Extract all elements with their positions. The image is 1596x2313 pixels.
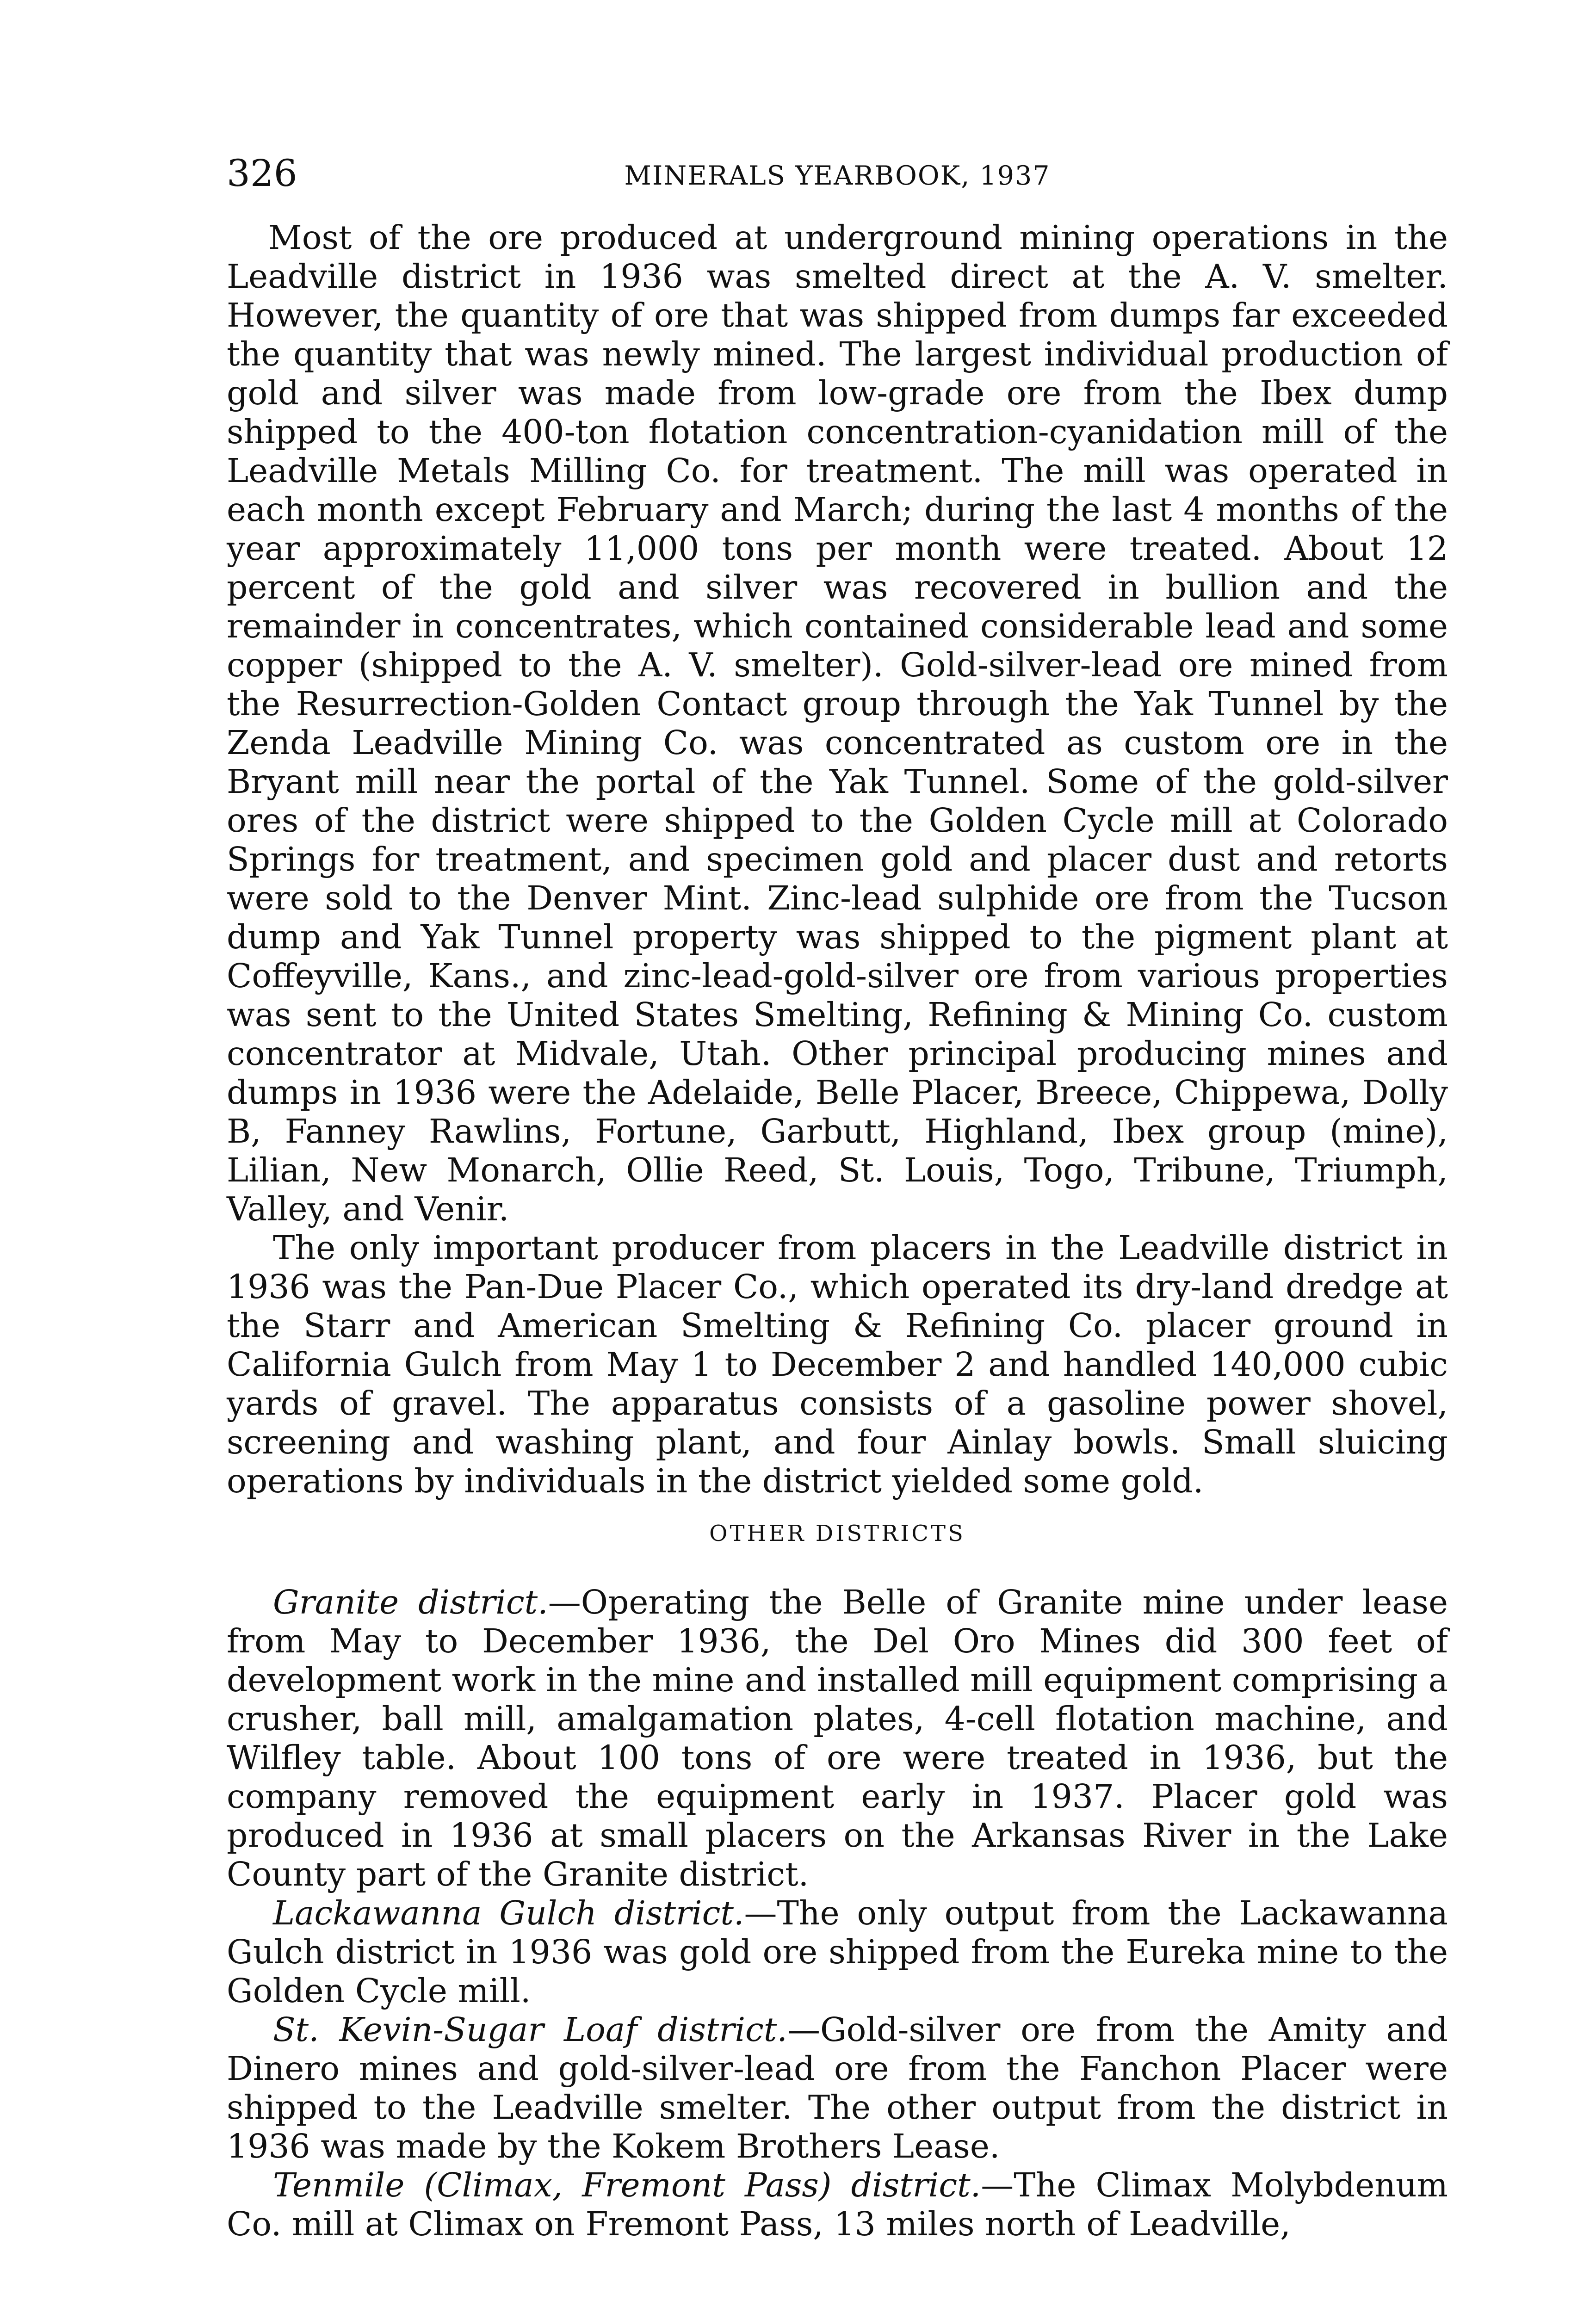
district-name-lackawanna: Lackawanna Gulch district.: [273, 1894, 744, 1932]
paragraph-leadville-ore: Most of the ore produced at underground mining operations in the Leadville district in 1936 was smelted direct at the A. V. smelter. However, the quantity of ore that was shipped from dumps far exceeded the quantity that was newly mined. The largest individual production of gold and silver was made from low-grade ore from the Ibex dump shipped to the 400-ton flotation concentration-cyanidation mill of the Leadville Metals Milling Co. for treatment. The mill was operated in each month except February and March; during the last 4 months of the year approximately 11,000 tons per month were treated. About 12 percent of the gold and silver was recovered in bullion and the remainder in concentrates, which contained considerable lead and some copper (shipped to the A. V. smelter). Gold-silver-lead ore mined from the Resurrection-Golden Contact group through the Yak Tunnel by the Zenda Leadville Mining Co. was concentrated as custom ore in the Bryant mill near the portal of the Yak Tunnel. Some of the gold-silver ores of the district were shipped to the Golden Cycle mill at Colorado Springs for treatment, and specimen gold and placer dust and retorts were sold to the Denver Mint. Zinc-lead sulphide ore from the Tucson dump and Yak Tunnel property was shipped to the pigment plant at Coffeyville, Kans., and zinc-lead-gold-silver ore from various properties was sent to the United States Smelting, Refining & Mining Co. custom concentrator at Midvale, Utah. Other principal producing mines and dumps in 1936 were the Adelaide, Belle Placer, Breece, Chippewa, Dolly B, Fanney Rawlins, Fortune, Garbutt, Highland, Ibex group (mine), Lilian, New Monarch, Ollie Reed, St. Louis, Togo, Tribune, Triumph, Valley, and Venir.: [227, 218, 1448, 1228]
district-name-granite: Granite district.: [273, 1583, 548, 1621]
paragraph-st-kevin-district: [227, 2010, 1448, 2166]
district-text-tenmile: —The Climax Molybdenum Co. mill at Climax on Fremont Pass, 13 miles north of Leadville,: [227, 2166, 1448, 2243]
district-text-granite: —Operating the Belle of Granite mine under lease from May to December 1936, the Del Oro Mines did 300 feet of development work in the mine and installed mill equipment comprising a crusher, ball mill, amalgamation plates, 4-cell flotation machine, and Wilfley table. About 100 tons of ore were treated in 1936, but the company removed the equipment early in 1937. Placer gold was produced in 1936 at small placers on the Arkansas River in the Lake County part of the Granite district.: [227, 1583, 1448, 1893]
district-text-lackawanna: —The only output from the Lackawanna Gulch district in 1936 was gold ore shipped from the Eureka mine to the Golden Cycle mill.: [227, 1894, 1448, 2010]
paragraph-leadville-placers: The only important producer from placers in the Leadville district in 1936 was the Pan-Due Placer Co., which operated its dry-land dredge at the Starr and American Smelting & Refining Co. placer ground in California Gulch from May 1 to December 2 and handled 140,000 cubic yards of gravel. The apparatus consists of a gasoline power shovel, screening and washing plant, and four Ainlay bowls. Small sluicing operations by individuals in the district yielded some gold.: [227, 1229, 1448, 1500]
district-text-st-kevin: —Gold-silver ore from the Amity and Dinero mines and gold-silver-lead ore from the Fanchon Placer were shipped to the Leadville smelter. The other output from the district in 1936 was made by the Kokem Brothers Lease.: [227, 2010, 1448, 2165]
page-header: [227, 150, 1448, 201]
running-title: MINERALS YEARBOOK, 1937: [624, 161, 1051, 191]
body-text: [227, 218, 1448, 2244]
paragraph-lackawanna-district: [227, 1894, 1448, 2010]
district-name-st-kevin: St. Kevin-Sugar Loaf district.: [273, 2010, 787, 2049]
page-number: 326: [227, 152, 297, 195]
section-heading-other-districts: OTHER DISTRICTS: [709, 1521, 965, 1546]
paragraph-granite-district: [227, 1583, 1448, 1894]
paragraph-tenmile-district: [227, 2166, 1448, 2244]
district-name-tenmile: Tenmile (Climax, Fremont Pass) district.: [273, 2166, 981, 2204]
